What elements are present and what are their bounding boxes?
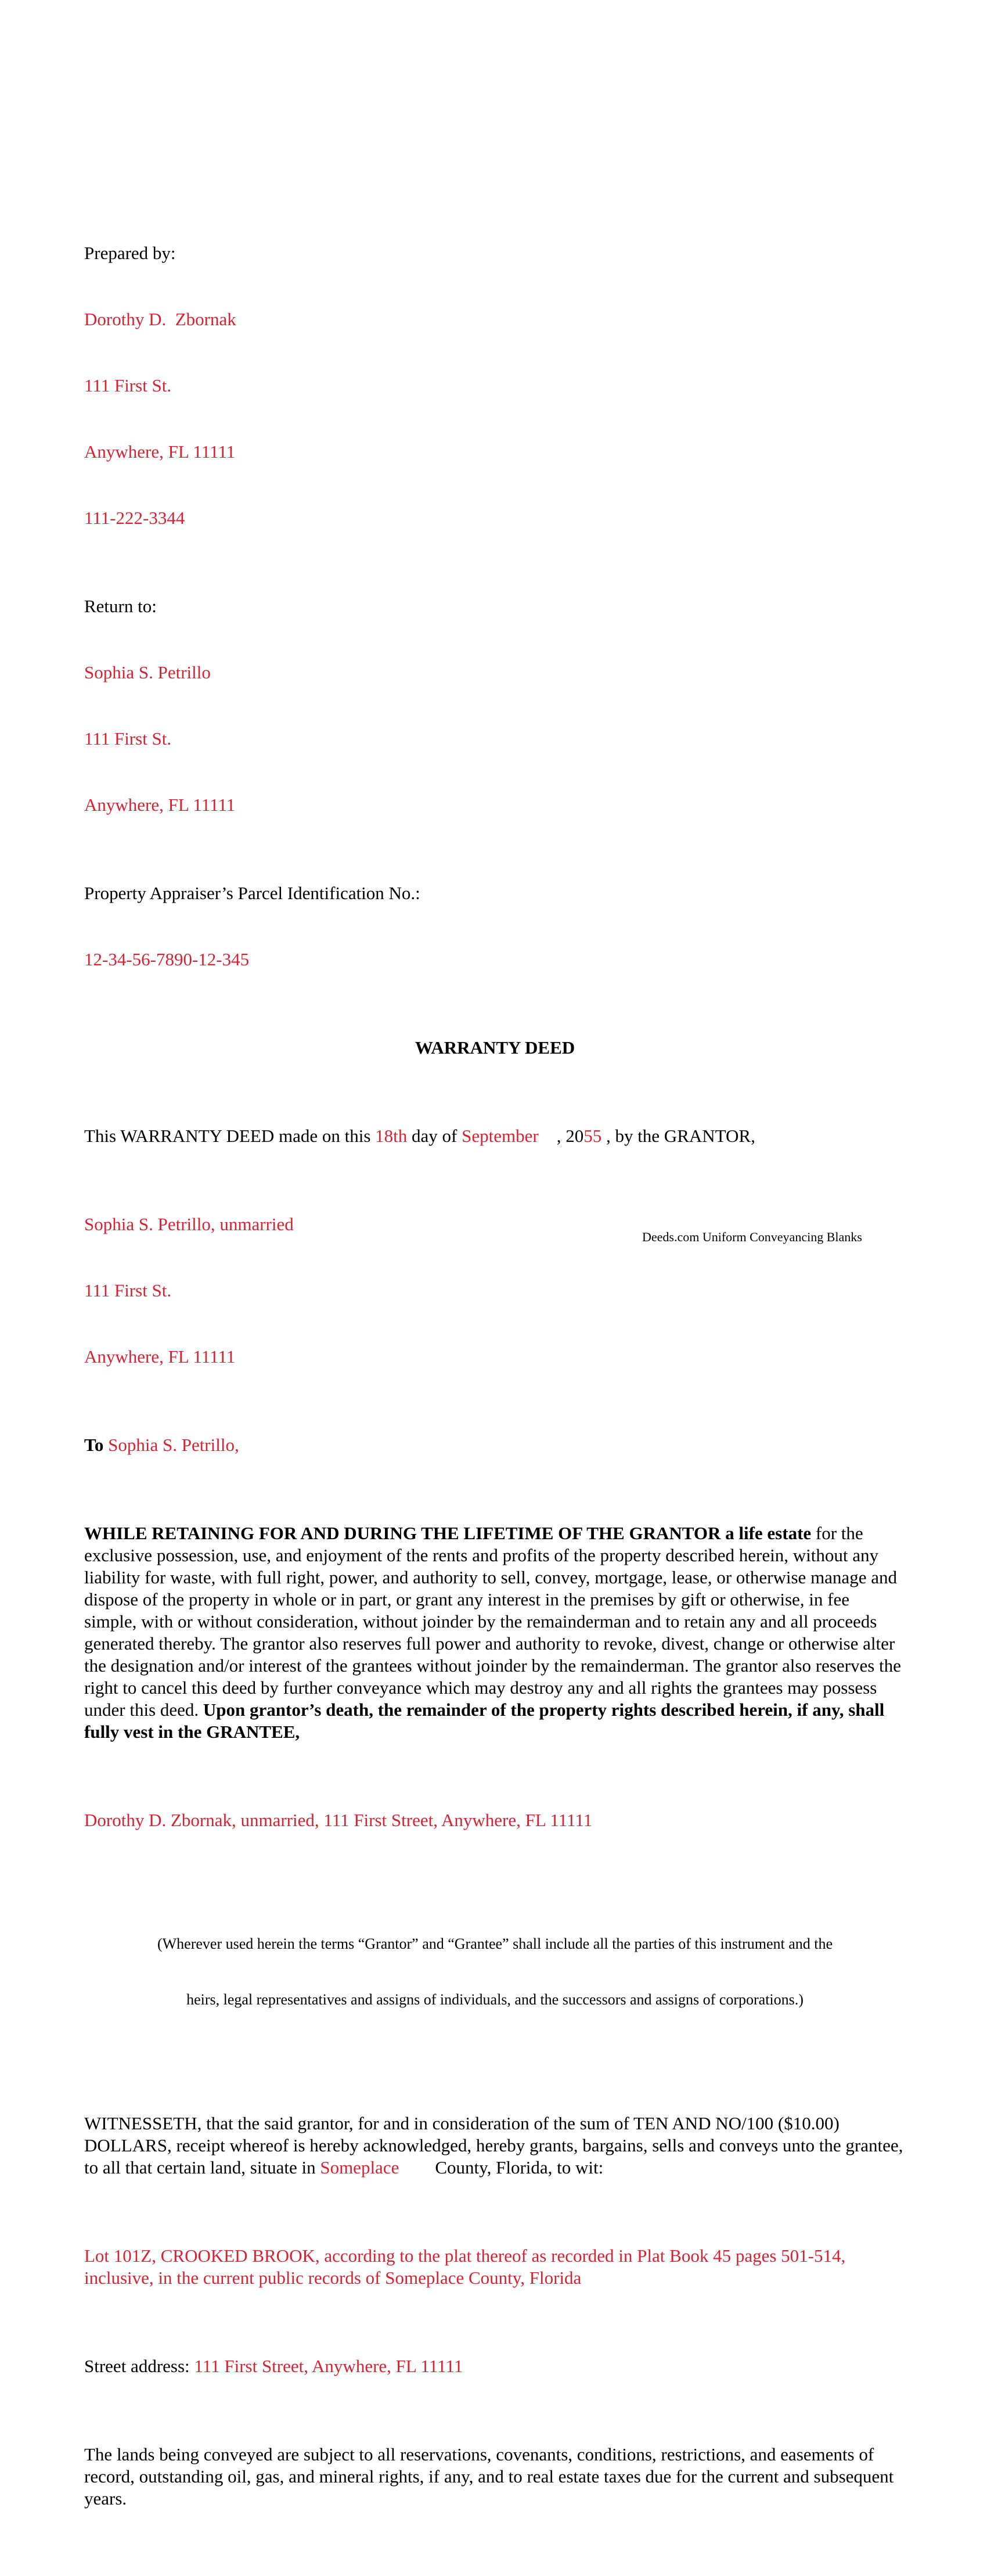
life-estate-paragraph [84, 1522, 906, 1743]
definitions-note-line1: (Wherever used herein the terms “Grantor” and “Grantee” shall include all the parties of this instrument and the [157, 1935, 833, 1952]
witnesseth-text-1: WITNESSETH, that the said grantor, for and in consideration of the sum of TEN AND NO/100 ($10.00) DOLLARS, receipt whereof is hereby acknowledged, hereby grants, bargains, sells and conveys unto the grantee, to all that certain land, situate in [84, 2113, 908, 2178]
grantor-name: Sophia S. Petrillo, unmarried [84, 1214, 294, 1234]
deed-month-value: September [462, 1126, 539, 1146]
street-address-line [84, 2355, 906, 2377]
legal-description: Lot 101Z, CROOKED BROOK, according to the plat thereof as recorded in Plat Book 45 pages 501-514, inclusive, in the current public records of Someplace County, Florida [84, 2246, 850, 2288]
deed-document-body [84, 176, 906, 2576]
life-estate-bold-lead: WHILE RETAINING FOR AND DURING THE LIFETIME OF THE GRANTOR a life estate [84, 1523, 812, 1543]
intro-text-2: day of [407, 1126, 462, 1146]
prepared-by-city: Anywhere, FL 11111 [84, 441, 236, 462]
to-line [84, 1434, 906, 1456]
prepared-by-street: 111 First St. [84, 375, 172, 396]
grantor-city: Anywhere, FL 11111 [84, 1346, 236, 1367]
deed-year-value: 55 [583, 1126, 602, 1146]
prepared-by-name: Dorothy D. Zbornak [84, 309, 236, 329]
intro-text-1: This WARRANTY DEED made on this [84, 1126, 376, 1146]
document-title: WARRANTY DEED [415, 1037, 575, 1058]
intro-text-3: , 20 [538, 1126, 584, 1146]
definitions-note [84, 1898, 906, 2046]
life-estate-bold-tail: Upon grantor’s death, the remainder of the property rights described herein, if any, shall fully vest in the GRANTEE, [84, 1700, 889, 1742]
witnesseth-paragraph [84, 2112, 906, 2179]
county-value: Someplace [320, 2157, 399, 2178]
life-estate-body: for the exclusive possession, use, and enjoyment of the rents and profits of the property described herein, without any liability for waste, with full right, power, and authority to sell, convey, mortgage, lease, or otherwise manage and dispose of the property in whole or in part, or grant any interest in the premises by gift or otherwise, in fee simple, with or without consideration, without joinder by the remainderman and to retain any and all proceeds generated thereby. The grantor also reserves full power and authority to revoke, divest, change or otherwise alter the designation and/or interest of the grantees without joinder by the remainderman. The grantor also reserves the right to cancel this deed by further conveyance which may destroy any and all rights the grantees may possess under this deed. [84, 1523, 906, 1720]
return-to-street: 111 First St. [84, 728, 172, 749]
form-footer-credit: Deeds.com Uniform Conveyancing Blanks [642, 1230, 862, 1244]
intro-text-4: , by the GRANTOR, [601, 1126, 755, 1146]
street-address-value: 111 First Street, Anywhere, FL 11111 [194, 2356, 463, 2376]
return-to-city: Anywhere, FL 11111 [84, 795, 236, 815]
prepared-by-phone: 111-222-3344 [84, 508, 185, 528]
return-to-label: Return to: [84, 596, 157, 616]
parcel-id-label: Property Appraiser’s Parcel Identification No.: [84, 883, 420, 903]
to-label: To [84, 1435, 109, 1455]
grantee-full-line: Dorothy D. Zbornak, unmarried, 111 First Street, Anywhere, FL 11111 [84, 1810, 593, 1830]
deed-day-value: 18th [375, 1126, 408, 1146]
witnesseth-text-2: County, Florida, to wit: [399, 2157, 604, 2178]
grantee-short-name: Sophia S. Petrillo, [108, 1435, 239, 1455]
parcel-id-value: 12-34-56-7890-12-345 [84, 949, 250, 969]
street-address-label: Street address: [84, 2356, 194, 2376]
return-to-name: Sophia S. Petrillo [84, 662, 211, 682]
grantor-street: 111 First St. [84, 1280, 172, 1300]
subject-to-paragraph: The lands being conveyed are subject to all reservations, covenants, conditions, restrictions, and easements of record, outstanding oil, gas, and mineral rights, if any, and to real estate taxes due for the current and subsequent years. [84, 2444, 899, 2509]
intro-line [84, 1125, 906, 1147]
definitions-note-line2: heirs, legal representatives and assigns of individuals, and the successors and assigns of corporations.) [186, 1991, 804, 2008]
prepared-by-label: Prepared by: [84, 243, 176, 263]
